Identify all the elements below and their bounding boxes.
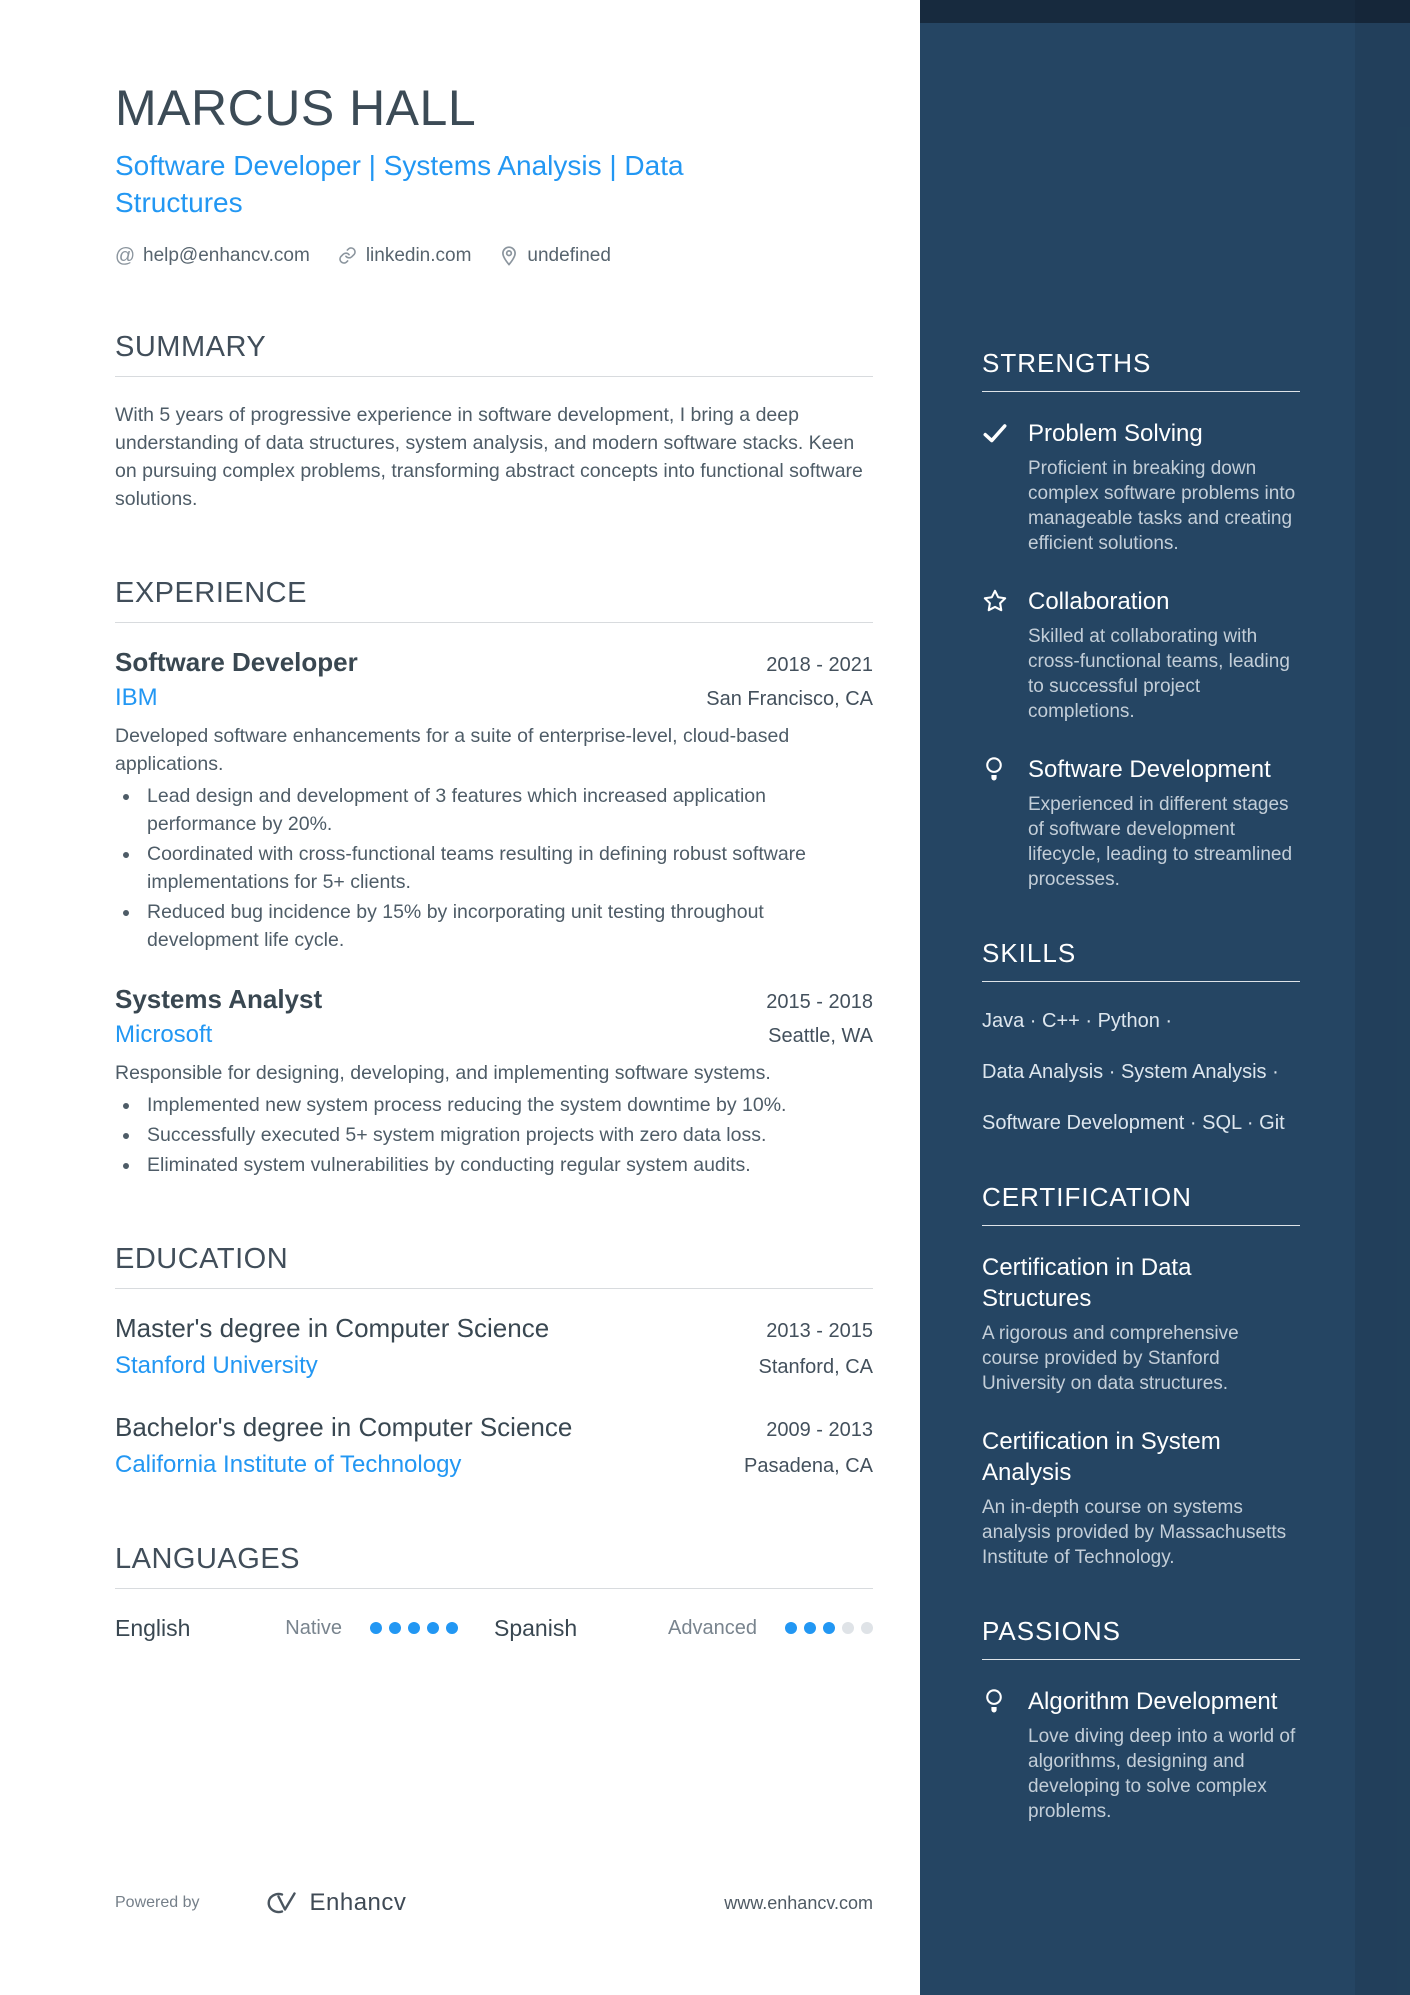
summary-section [115, 331, 873, 513]
experience-entry [115, 647, 873, 954]
language-name: Spanish [494, 1614, 578, 1641]
lightbulb-icon [982, 1688, 1008, 1714]
contact-location [499, 245, 610, 267]
job-description: Responsible for designing, developing, and implementing software systems. [115, 1061, 771, 1084]
contact-row [115, 245, 873, 267]
certification-heading: CERTIFICATION [982, 1182, 1300, 1226]
job-location: Seattle, WA [768, 1024, 873, 1047]
experience-heading: EXPERIENCE [115, 577, 873, 623]
strength-item [982, 754, 1300, 892]
strength-title: Collaboration [1028, 588, 1170, 615]
education-entry [115, 1412, 873, 1479]
strength-text: Skilled at collaborating with cross-functional teams, leading to successful project completions. [1028, 626, 1290, 722]
passions-heading: PASSIONS [982, 1616, 1300, 1660]
skills-section [982, 938, 1300, 1136]
job-location: San Francisco, CA [706, 687, 873, 710]
passion-item [982, 1686, 1300, 1824]
level-dot [370, 1622, 382, 1634]
certification-title: Certification in Data Structures [982, 1254, 1192, 1312]
degree-title: Bachelor's degree in Computer Science [115, 1411, 573, 1442]
education-location: Pasadena, CA [744, 1454, 873, 1477]
passion-text: Love diving deep into a world of algorithms, designing and developing to solve complex problems. [1028, 1726, 1296, 1822]
education-section [115, 1243, 873, 1479]
level-dot [446, 1622, 458, 1634]
star-icon [982, 588, 1008, 614]
strength-text: Proficient in breaking down complex software problems into manageable tasks and creating efficient solutions. [1028, 458, 1296, 554]
contact-email[interactable] [115, 245, 310, 267]
language-level: Advanced [668, 1616, 757, 1639]
skills-heading: SKILLS [982, 938, 1300, 982]
strength-item [982, 586, 1300, 724]
language-level-dots [785, 1622, 873, 1634]
language-level: Native [285, 1616, 342, 1639]
job-bullet: • Reduced bug incidence by 15% by incorporating unit testing throughout development life cycle. [141, 898, 873, 954]
summary-text: With 5 years of progressive experience in software development, I bring a deep understanding of data structures, system analysis, and modern software stacks. Keen on pursuing complex problems, transforming abstract concepts into functional software solutions. [115, 403, 863, 510]
school-name: Stanford University [115, 1351, 318, 1379]
language-name: English [115, 1614, 191, 1641]
level-dot [785, 1622, 797, 1634]
job-bullet: • Lead design and development of 3 features which increased application performance by 20%. [141, 782, 873, 838]
skill-line: Data Analysis · System Analysis · [982, 1061, 1279, 1083]
job-bullet-list [141, 782, 873, 954]
certification-text: A rigorous and comprehensive course provided by Stanford University on data structures. [982, 1323, 1239, 1394]
school-name: California Institute of Technology [115, 1450, 462, 1478]
education-heading: EDUCATION [115, 1243, 873, 1289]
job-bullet: • Coordinated with cross-functional teams resulting in defining robust software implementations for 5+ clients. [141, 840, 873, 896]
level-dot [804, 1622, 816, 1634]
education-dates: 2013 - 2015 [766, 1319, 873, 1342]
level-dot [427, 1622, 439, 1634]
enhancv-wordmark: Enhancv [309, 1889, 407, 1916]
candidate-headline: Software Developer | Systems Analysis | Data Structures [115, 149, 684, 218]
language-row [115, 1615, 873, 1642]
summary-heading: SUMMARY [115, 331, 873, 377]
strength-title: Software Development [1028, 756, 1271, 783]
location-pin-icon [499, 246, 519, 266]
level-dot [823, 1622, 835, 1634]
contact-linkedin[interactable] [338, 245, 472, 267]
certification-item [982, 1252, 1300, 1396]
language-level-dots [370, 1622, 458, 1634]
job-title: Systems Analyst [115, 983, 323, 1014]
contact-email-text: help@enhancv.com [143, 244, 310, 266]
languages-heading: LANGUAGES [115, 1543, 873, 1589]
check-icon [982, 420, 1008, 446]
passion-title: Algorithm Development [1028, 1688, 1278, 1715]
level-dot [842, 1622, 854, 1634]
certification-title: Certification in System Analysis [982, 1428, 1221, 1486]
job-dates: 2018 - 2021 [766, 653, 873, 676]
education-entry [115, 1313, 873, 1380]
contact-linkedin-text: linkedin.com [365, 244, 472, 266]
certification-text: An in-depth course on systems analysis provided by Massachusetts Institute of Technology. [982, 1497, 1287, 1568]
certification-section [982, 1182, 1300, 1570]
certification-item [982, 1426, 1300, 1570]
degree-title: Master's degree in Computer Science [115, 1312, 550, 1343]
language-entry [115, 1615, 494, 1642]
job-title: Software Developer [115, 646, 358, 677]
job-bullet-list [141, 1091, 873, 1179]
job-company: Microsoft [115, 1020, 213, 1048]
resume-sidebar [920, 0, 1410, 1995]
link-icon [338, 246, 358, 266]
job-bullet: • Implemented new system process reducing the system downtime by 10%. [141, 1091, 873, 1119]
experience-section [115, 577, 873, 1179]
strengths-section [982, 348, 1300, 892]
experience-entry [115, 984, 873, 1179]
education-location: Stanford, CA [758, 1355, 873, 1378]
language-entry [494, 1615, 873, 1642]
skill-line: Software Development · SQL · Git [982, 1112, 1285, 1134]
email-at-icon: @ [114, 244, 136, 267]
languages-section [115, 1543, 873, 1642]
footer [115, 1889, 873, 1917]
job-company: IBM [115, 683, 158, 711]
strengths-heading: STRENGTHS [982, 348, 1300, 392]
contact-location-text: undefined [527, 244, 611, 266]
strength-text: Experienced in different stages of software development lifecycle, leading to streamlined processes. [1028, 794, 1293, 890]
strength-title: Problem Solving [1028, 420, 1203, 447]
website-link[interactable]: www.enhancv.com [724, 1892, 873, 1913]
level-dot [408, 1622, 420, 1634]
job-bullet: • Eliminated system vulnerabilities by conducting regular system audits. [141, 1151, 873, 1179]
job-description: Developed software enhancements for a suite of enterprise-level, cloud-based applications. [115, 724, 790, 775]
level-dot [861, 1622, 873, 1634]
candidate-name: MARCUS HALL [115, 80, 477, 136]
enhancv-logo-icon [252, 1889, 298, 1917]
level-dot [389, 1622, 401, 1634]
lightbulb-icon [982, 756, 1008, 782]
passions-section [982, 1616, 1300, 1824]
job-bullet: • Successfully executed 5+ system migration projects with zero data loss. [141, 1121, 873, 1149]
powered-by-label: Powered by [115, 1894, 200, 1911]
job-dates: 2015 - 2018 [766, 990, 873, 1013]
education-dates: 2009 - 2013 [766, 1418, 873, 1441]
skill-line: Java · C++ · Python · [982, 1010, 1173, 1032]
strength-item [982, 418, 1300, 556]
resume-main-column [115, 0, 873, 1642]
enhancv-brand[interactable] [252, 1889, 407, 1917]
